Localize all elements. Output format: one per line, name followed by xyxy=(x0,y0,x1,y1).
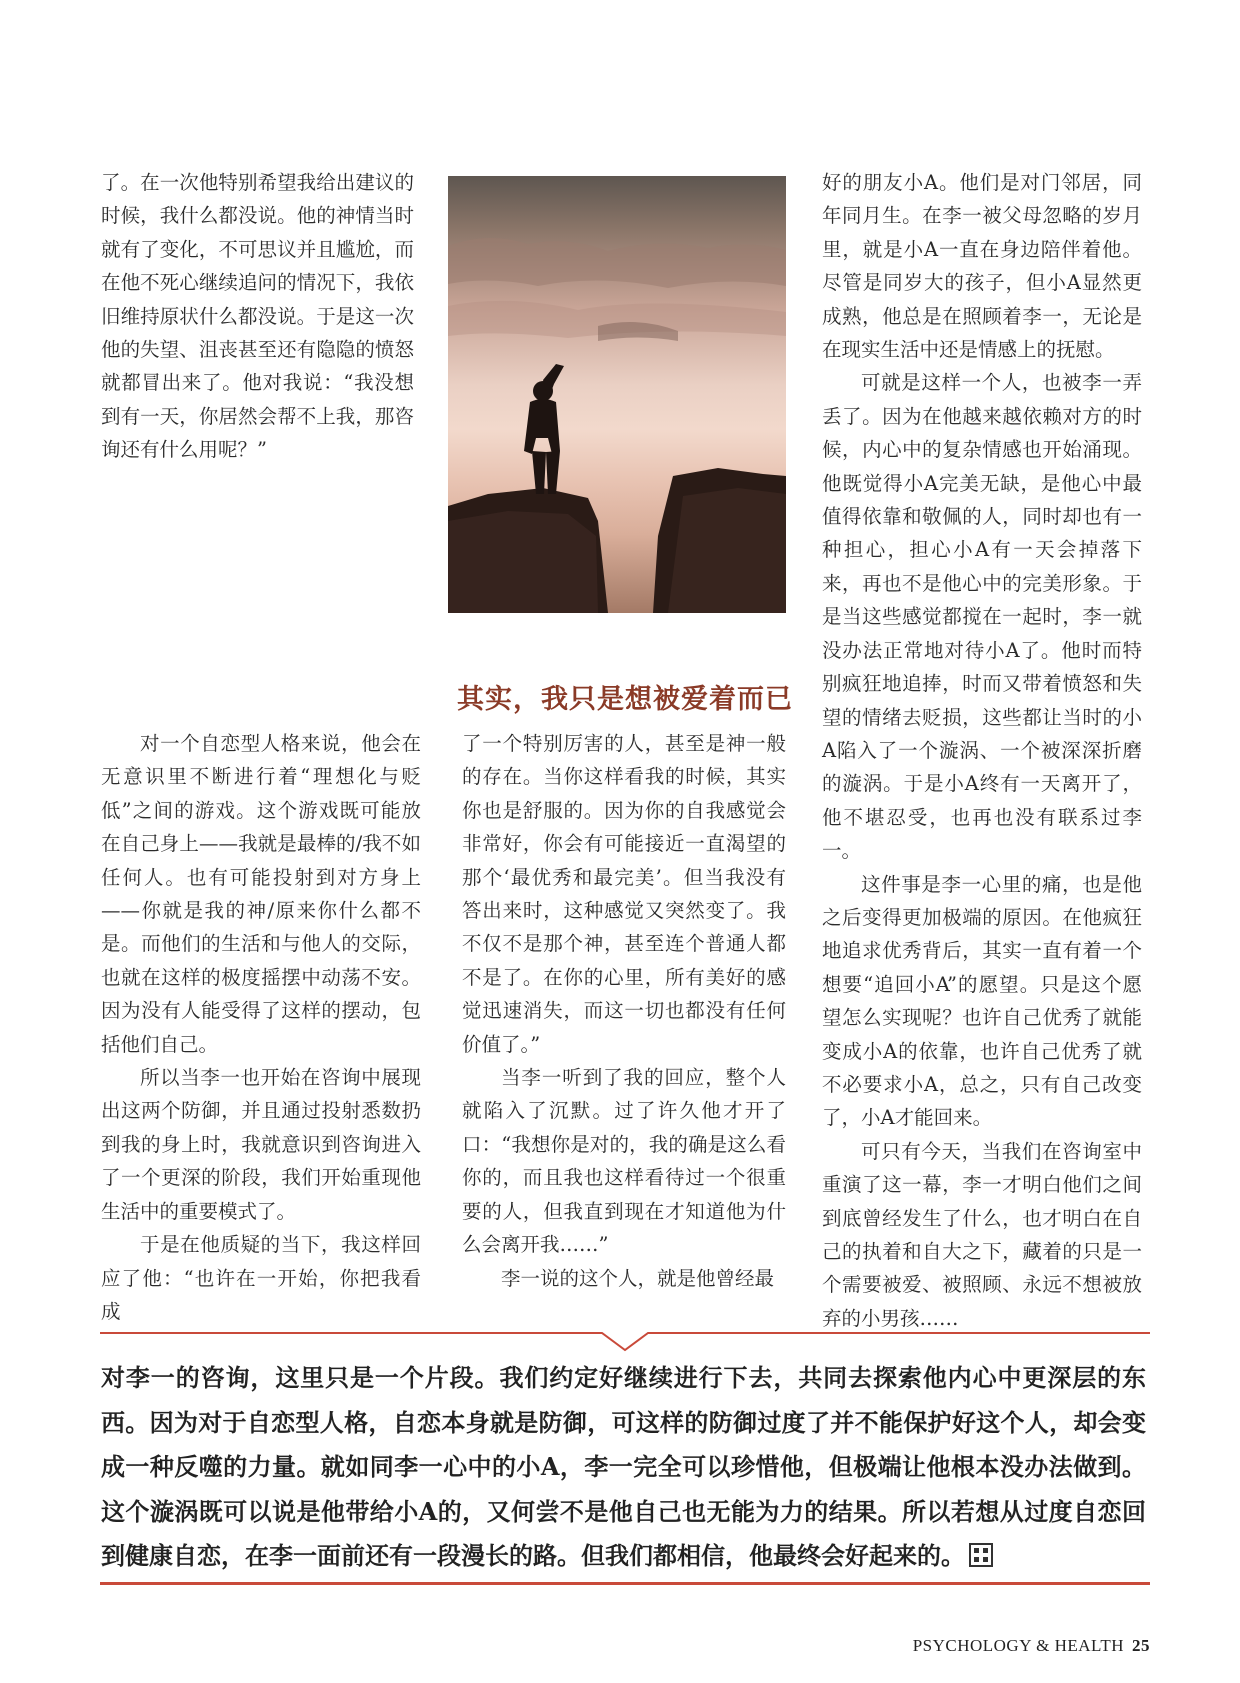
paragraph: 可就是这样一个人，也被李一弄丢了。因为在他越来越依赖对方的时候，内心中的复杂情感也开始涌现。他既觉得小A完美无缺，是他心中最值得依靠和敬佩的人，同时却也有一种担心，担心小A有一天会掉落下来，再也不是他心中的完美形象。于是当这些感觉都搅在一起时，李一就没办法正常地对待小A了。他时而特别疯狂地追捧，时而又带着愤怒和失望的情绪去贬损，这些都让当时的小A陷入了一个漩涡、一个被深深折磨的漩涡。于是小A终有一天离开了，他不堪忍受，也再也没有联系过李一。 xyxy=(822,371,1142,863)
summary-text: 对李一的咨询，这里只是一个片段。我们约定好继续进行下去，共同去探索他内心中更深层的东西。因为对于自恋型人格，自恋本身就是防御，可这样的防御过度了并不能保护好这个人，却会变成一种反噬的力量。就如同李一心中的小A，李一完全可以珍惜他，但极端让他根本没办法做到。这个漩涡既可以说是他带给小A的，又何尝不是他自己也无能为力的结果。所以若想从过度自恋回到健康自恋，在李一面前还有一段漫长的路。但我们都相信，他最终会好起来的。 xyxy=(101,1363,1146,1570)
paragraph: 了一个特别厉害的人，甚至是神一般的存在。当你这样看我的时候，其实你也是舒服的。因为你的自我感觉会非常好，你会有可能接近一直渴望的那个‘最优秀和最完美’。但当我没有答出来时，这种感觉又突然变了。我不仅不是那个神，甚至连个普通人都不是了。在你的心里，所有美好的感觉迅速消失，而这一切也都没有任何价值了。” xyxy=(462,732,786,1056)
paragraph: 李一说的这个人，就是他曾经最 xyxy=(501,1266,775,1290)
cliff-photo xyxy=(448,176,786,613)
paragraph: 对一个自恋型人格来说，他会在无意识里不断进行着“理想化与贬低”之间的游戏。这个游戏既可能放在自己身上——我就是最棒的/我不如任何人。也有可能投射到对方身上——你就是我的神/原来你什么都不是。而他们的生活和与他人的交际，也就在这样的极度摇摆中动荡不安。因为没有人能受得了这样的摆动，包括他们自己。 xyxy=(101,732,421,1056)
column-bottom-left xyxy=(101,727,421,1328)
paragraph: 可只有今天，当我们在咨询室中重演了这一幕，李一才明白他们之间到底曾经发生了什么，也才明白在自己的执着和自大之下，藏着的只是一个需要被爱、被照顾、永远不想被放弃的小男孩…… xyxy=(822,1139,1142,1330)
paragraph: 于是在他质疑的当下，我这样回应了他：“也许在一开始，你把我看成 xyxy=(101,1233,421,1323)
paragraph: 好的朋友小A。他们是对门邻居，同年同月生。在李一被父母忽略的岁月里，就是小A一直在身边陪伴着他。尽管是同岁大的孩子，但小A显然更成熟，他总是在照顾着李一，无论是在现实生活中还是情感上的抚慰。 xyxy=(822,171,1142,362)
paragraph: 这件事是李一心里的痛，也是他之后变得更加极端的原因。在他疯狂地追求优秀背后，其实一直有着一个想要“追回小A”的愿望。只是这个愿望怎么实现呢？也许自己优秀了就能变成小A的依靠，也许自己优秀了就不必要求小A，总之，只有自己改变了，小A才能回来。 xyxy=(822,872,1142,1130)
magazine-name: PSYCHOLOGY & HEALTH xyxy=(912,1636,1124,1655)
page-footer xyxy=(913,1636,1150,1656)
column-top-left xyxy=(101,166,414,467)
end-mark-icon xyxy=(969,1543,993,1567)
paragraph: 所以当李一也开始在咨询中展现出这两个防御，并且通过投射悉数扔到我的身上时，我就意识到咨询进入了一个更深的阶段，我们开始重现他生活中的重要模式了。 xyxy=(101,1066,421,1223)
section-heading: 其实，我只是想被爱着而已 xyxy=(457,684,793,715)
paragraph: 当李一听到了我的回应，整个人就陷入了沉默。过了许久他才开了口：“我想你是对的，我的确是这么看你的，而且我也这样看待过一个很重要的人，但我直到现在才知道他为什么会离开我……” xyxy=(462,1066,786,1257)
divider-notch-line xyxy=(100,1330,1150,1354)
column-right xyxy=(822,166,1142,1335)
paragraph: 了。在一次他特别希望我给出建议的时候，我什么都没说。他的神情当时就有了变化，不可思议并且尴尬，而在他不死心继续追问的情况下，我依旧维持原状什么都没说。于是这一次他的失望、沮丧甚至还有隐隐的愤怒就都冒出来了。他对我说：“我没想到有一天，你居然会帮不上我，那咨询还有什么用呢？” xyxy=(101,171,414,462)
man-on-cliff-illustration xyxy=(448,176,786,613)
divider-line xyxy=(100,1582,1150,1585)
column-middle xyxy=(462,727,786,1295)
page-number: 25 xyxy=(1132,1636,1150,1655)
summary-box xyxy=(101,1356,1146,1579)
